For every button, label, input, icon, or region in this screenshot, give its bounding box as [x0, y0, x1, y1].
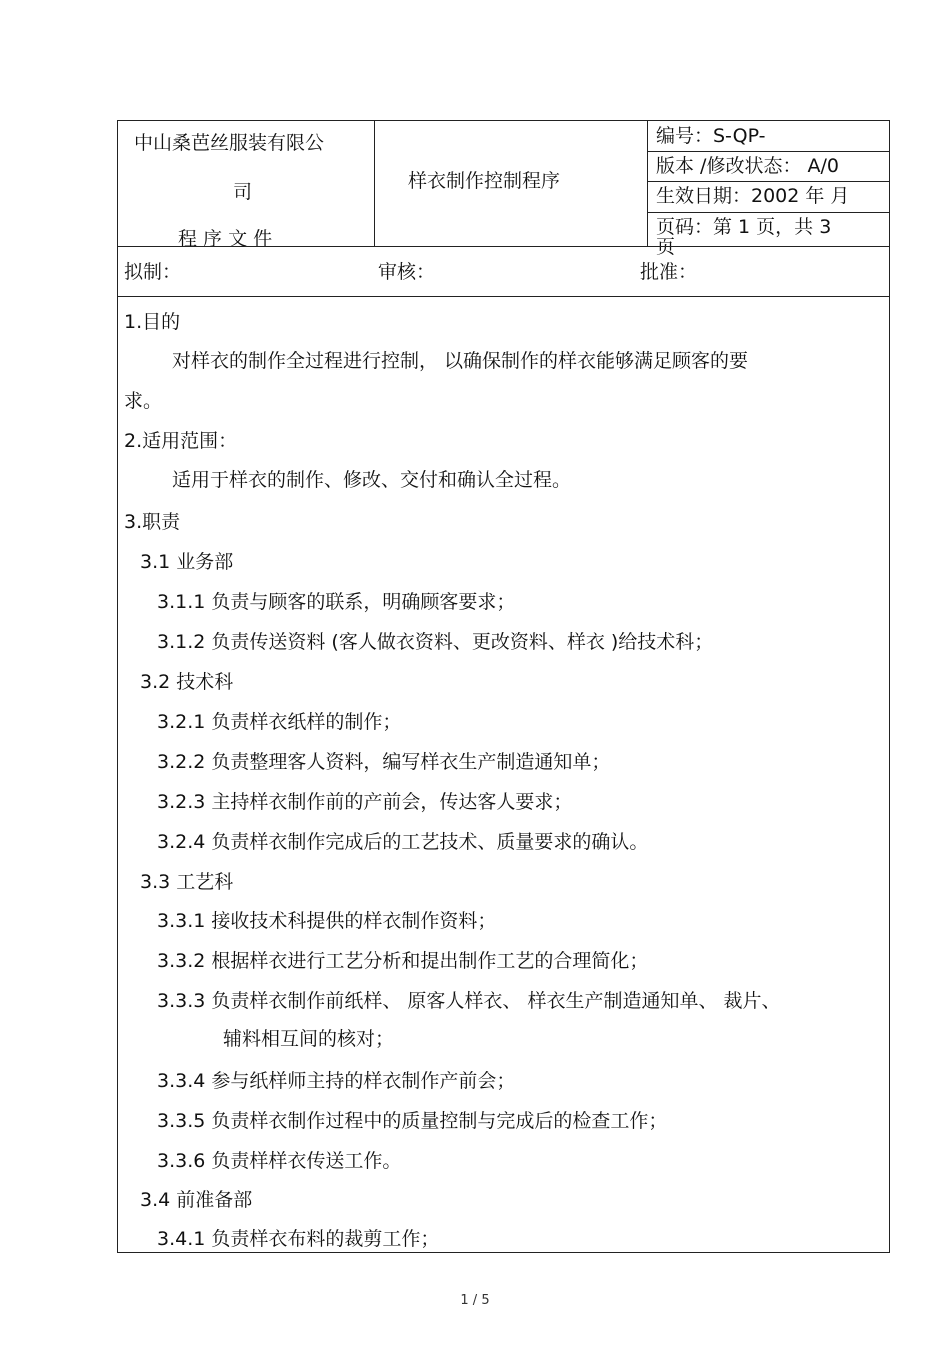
item-3-1-1: 3.1.1 负责与顾客的联系，明确顾客要求； — [157, 591, 516, 613]
page-number: 1 / 5 — [460, 1293, 490, 1308]
section-2-title: 2.适用范围： — [124, 430, 238, 452]
header-divider-2 — [647, 121, 648, 246]
reviewed-by-label: 审核： — [378, 261, 436, 283]
document-title: 样衣制作控制程序 — [408, 170, 561, 192]
item-3-2-2: 3.2.2 负责整理客人资料，编写样衣生产制造通知单； — [157, 751, 611, 773]
item-3-4-1: 3.4.1 负责样衣布料的裁剪工作； — [157, 1228, 440, 1250]
section-3-4: 3.4 前准备部 — [140, 1189, 253, 1211]
page-info-cont: 页 — [656, 236, 676, 258]
section-1-paragraph: 对样衣的制作全过程进行控制， 以确保制作的样衣能够满足顾客的要 — [172, 350, 749, 372]
document-header-table — [117, 120, 890, 258]
drafted-by-label: 拟制： — [124, 261, 182, 283]
version-status: 版本 /修改状态： A/0 — [656, 155, 839, 177]
item-3-3-2: 3.3.2 根据样衣进行工艺分析和提出制作工艺的合理简化； — [157, 950, 649, 972]
document-number: 编号：S-QP- — [656, 125, 766, 147]
header-row-line-2 — [647, 181, 889, 182]
item-3-3-5: 3.3.5 负责样衣制作过程中的质量控制与完成后的检查工作； — [157, 1110, 668, 1132]
section-1-paragraph-cont: 求。 — [124, 390, 163, 412]
header-divider-1 — [374, 121, 375, 246]
item-3-2-4: 3.2.4 负责样衣制作完成后的工艺技术、质量要求的确认。 — [157, 831, 649, 853]
page-info: 页码：第 1 页，共 3 — [656, 216, 832, 238]
document-body — [117, 296, 890, 1253]
item-3-2-1: 3.2.1 负责样衣纸样的制作； — [157, 711, 402, 733]
approval-row — [117, 246, 890, 297]
effective-date: 生效日期：2002 年 月 — [656, 185, 850, 207]
header-row-line-1 — [647, 151, 889, 152]
item-3-3-3: 3.3.3 负责样衣制作前纸样、 原客人样衣、 样衣生产制造通知单、 裁片、 — [157, 990, 781, 1012]
section-3-2: 3.2 技术科 — [140, 671, 234, 693]
section-1-title: 1.目的 — [124, 311, 181, 333]
item-3-3-4: 3.3.4 参与纸样师主持的样衣制作产前会； — [157, 1070, 516, 1092]
header-row-line-3 — [647, 212, 889, 213]
section-2-paragraph: 适用于样衣的制作、修改、交付和确认全过程。 — [172, 469, 572, 491]
item-3-3-6: 3.3.6 负责样样衣传送工作。 — [157, 1150, 402, 1172]
item-3-2-3: 3.2.3 主持样衣制作前的产前会，传达客人要求； — [157, 791, 573, 813]
company-name-cont: 司 — [233, 181, 253, 203]
approved-by-label: 批准： — [640, 261, 698, 283]
item-3-3-1: 3.3.1 接收技术科提供的样衣制作资料； — [157, 910, 497, 932]
document-type: 程 序 文 件 — [178, 228, 273, 250]
section-3-1: 3.1 业务部 — [140, 551, 234, 573]
section-3-3: 3.3 工艺科 — [140, 871, 234, 893]
section-3-title: 3.职责 — [124, 511, 181, 533]
item-3-1-2: 3.1.2 负责传送资料 (客人做衣资料、更改资料、样衣 )给技术科； — [157, 631, 714, 653]
item-3-3-3-cont: 辅料相互间的核对； — [223, 1028, 395, 1050]
company-name: 中山桑芭丝服装有限公 — [134, 132, 325, 154]
